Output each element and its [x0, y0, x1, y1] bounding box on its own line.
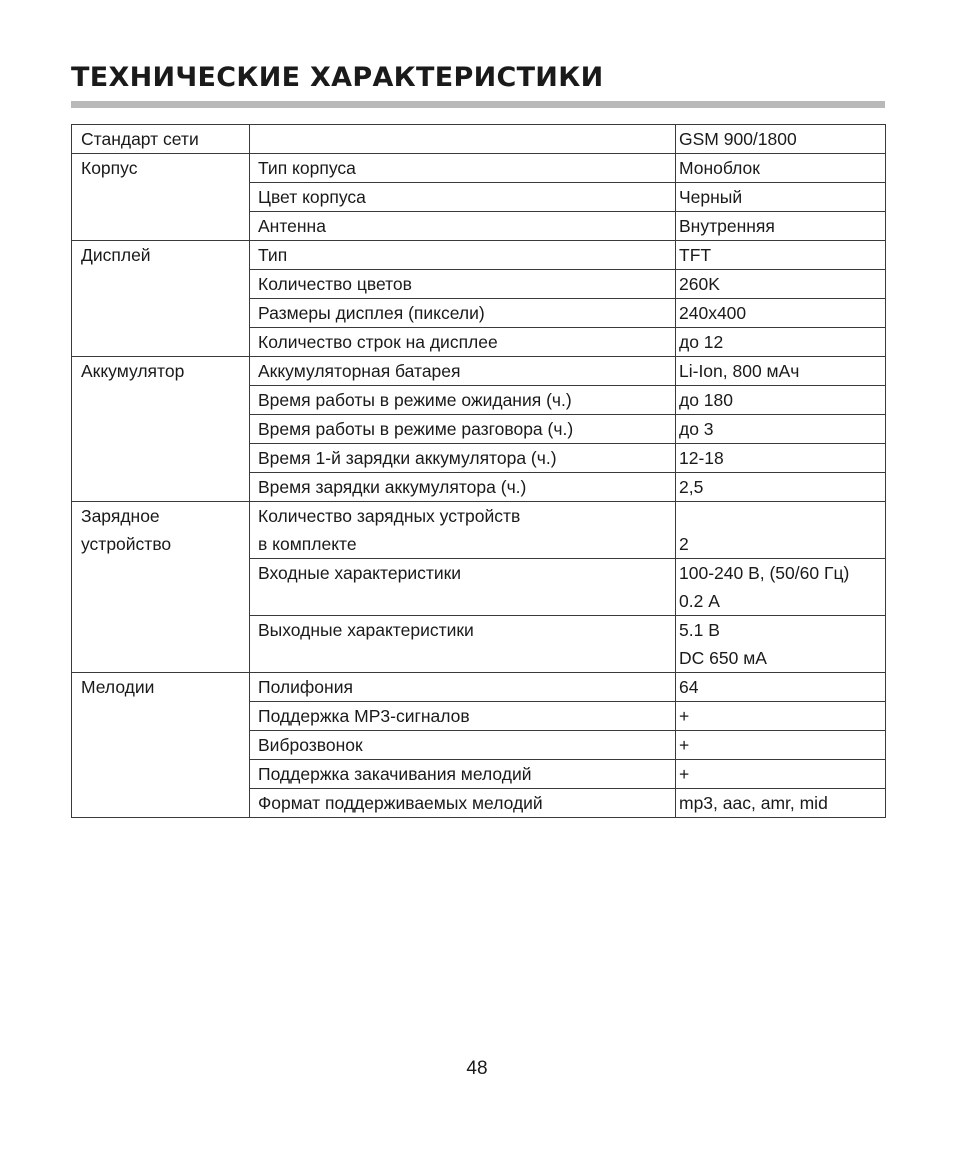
- value-cell: 240х400: [676, 299, 886, 328]
- value-cell: до 3: [676, 415, 886, 444]
- table-row: [72, 673, 886, 702]
- category-cell: [72, 502, 250, 673]
- category-cell: Корпус: [72, 154, 250, 241]
- value-cell: Черный: [676, 183, 886, 212]
- category-cell: Дисплей: [72, 241, 250, 357]
- category-line: Зарядное: [81, 506, 160, 526]
- param-cell: Время 1-й зарядки аккумулятора (ч.): [250, 444, 676, 473]
- category-line: устройство: [81, 534, 172, 554]
- param-cell: [250, 125, 676, 154]
- value-cell: Внутренняя: [676, 212, 886, 241]
- param-cell: Полифония: [250, 673, 676, 702]
- table-row: [72, 154, 886, 183]
- table-row: [72, 241, 886, 270]
- value-line: 100-240 В, (50/60 Гц): [679, 563, 850, 583]
- value-cell: 12-18: [676, 444, 886, 473]
- value-line: 5.1 В: [679, 620, 720, 640]
- param-cell: Количество строк на дисплее: [250, 328, 676, 357]
- param-cell: Размеры дисплея (пиксели): [250, 299, 676, 328]
- param-cell: [250, 502, 676, 559]
- value-cell: до 12: [676, 328, 886, 357]
- value-cell: +: [676, 760, 886, 789]
- param-cell: Выходные характеристики: [250, 616, 676, 673]
- value-cell: Li-Ion, 800 мАч: [676, 357, 886, 386]
- value-cell: [676, 502, 886, 559]
- param-cell: Виброзвонок: [250, 731, 676, 760]
- param-line: Количество зарядных устройств: [258, 506, 521, 526]
- value-line: 2: [679, 534, 689, 554]
- param-cell: Время работы в режиме разговора (ч.): [250, 415, 676, 444]
- category-cell: Стандарт сети: [72, 125, 250, 154]
- value-cell: 260K: [676, 270, 886, 299]
- param-cell: Время зарядки аккумулятора (ч.): [250, 473, 676, 502]
- value-cell: mp3, aac, amr, mid: [676, 789, 886, 818]
- param-cell: Аккумуляторная батарея: [250, 357, 676, 386]
- value-cell: +: [676, 731, 886, 760]
- category-cell: Аккумулятор: [72, 357, 250, 502]
- param-cell: Поддержка MP3-сигналов: [250, 702, 676, 731]
- param-cell: Входные характеристики: [250, 559, 676, 616]
- value-cell: Моноблок: [676, 154, 886, 183]
- category-cell: Мелодии: [72, 673, 250, 818]
- value-cell: [676, 559, 886, 616]
- value-cell: 64: [676, 673, 886, 702]
- param-cell: Тип корпуса: [250, 154, 676, 183]
- param-cell: Тип: [250, 241, 676, 270]
- value-cell: [676, 616, 886, 673]
- specifications-table: [71, 124, 886, 818]
- param-cell: Антенна: [250, 212, 676, 241]
- value-line: 0.2 А: [679, 591, 720, 611]
- page-number: 48: [466, 1058, 488, 1079]
- value-line: DC 650 мА: [679, 648, 767, 668]
- value-cell: +: [676, 702, 886, 731]
- value-cell: TFT: [676, 241, 886, 270]
- table-row: [72, 502, 886, 559]
- title-underline: [71, 101, 885, 108]
- page-title: ТЕХНИЧЕСКИЕ ХАРАКТЕРИСТИКИ: [71, 62, 604, 93]
- table-row: [72, 125, 886, 154]
- param-cell: Количество цветов: [250, 270, 676, 299]
- param-cell: Поддержка закачивания мелодий: [250, 760, 676, 789]
- value-cell: до 180: [676, 386, 886, 415]
- param-cell: Цвет корпуса: [250, 183, 676, 212]
- value-cell: GSM 900/1800: [676, 125, 886, 154]
- value-cell: 2,5: [676, 473, 886, 502]
- param-line: в комплекте: [258, 534, 357, 554]
- param-cell: Время работы в режиме ожидания (ч.): [250, 386, 676, 415]
- param-cell: Формат поддерживаемых мелодий: [250, 789, 676, 818]
- table-row: [72, 357, 886, 386]
